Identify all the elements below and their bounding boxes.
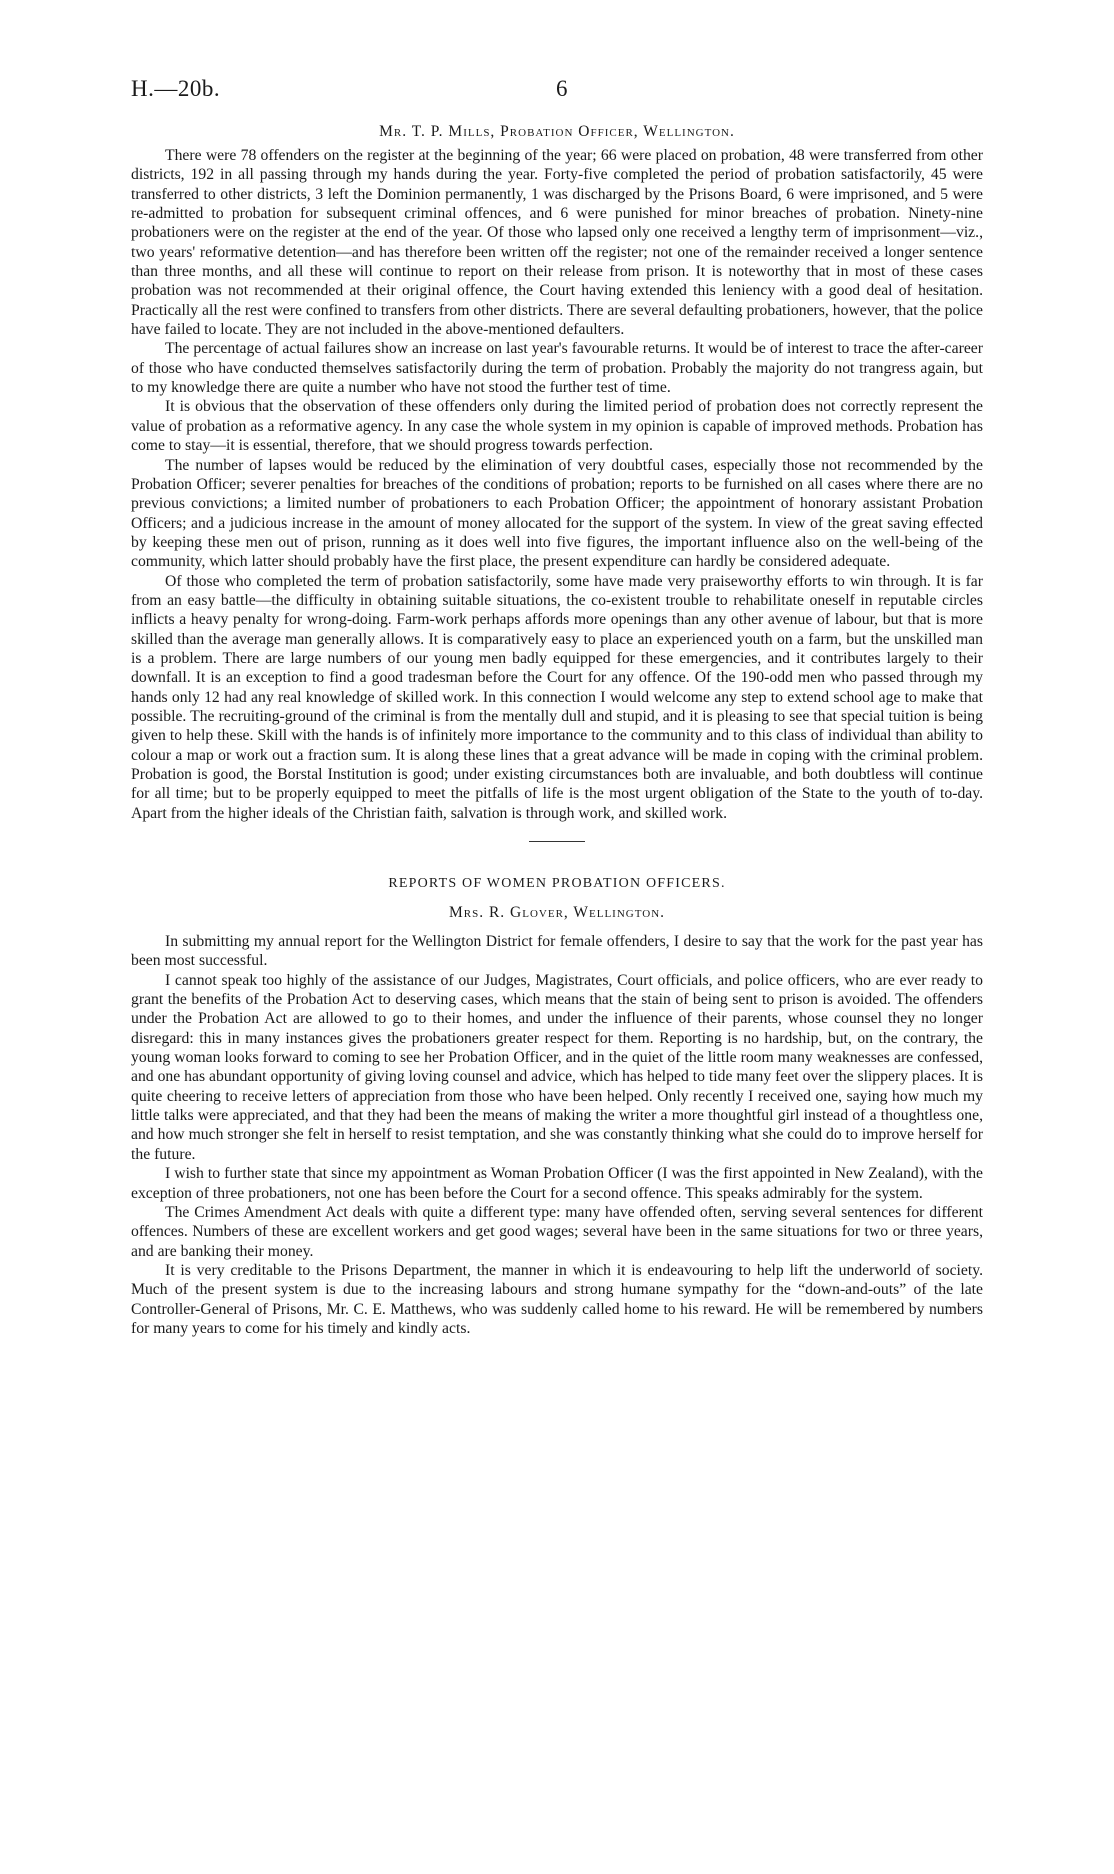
paragraph: There were 78 offenders on the register at the beginning of the year; 66 were placed on probation, 48 were transferred from other districts, 192 in all passing through my hands during the year. Forty-five completed the period of probation satisfactorily, 45 were transferred to other districts, 3 left the Dominion permanently, 1 was discharged by the Prisons Board, 6 were imprisoned, and 5 were re-admitted to probation for subsequent criminal offences, and 6 were punished for minor breaches of probation. Ninety-nine probationers were on the register at the end of the year. Of those who lapsed only one received a lengthy term of imprisonment—viz., two years' reformative detention—and has therefore been written off the register; not one of the remainder received a longer sentence than three months, and all these will continue to report on their release from prison. It is noteworthy that in most of these cases probation was not recommended at their original offence, the Court having extended this leniency with a good deal of hesitation. Practically all the rest were confined to transfers from other districts. There are several defaulting probationers, however, that the police have failed to locate. They are not included in the above-mentioned defaulters.: [131, 147, 983, 339]
paragraph: The number of lapses would be reduced by the elimination of very doubtful cases, especially those not recommended by the Probation Officer; severer penalties for breaches of the conditions of probation; reports to be furnished on all cases where there are no previous convictions; a limited number of probationers to each Probation Officer; the appointment of honorary assistant Probation Officers; and a judicious increase in the amount of money allocated for the support of the system. In view of the great saving effected by keeping these men out of prison, running as it does well into five figures, the important influence also on the well-being of the community, which latter should probably have the first place, the present expenditure can hardly be considered adequate.: [131, 456, 983, 571]
section-divider: [529, 841, 585, 842]
page-header: [131, 76, 983, 106]
document-body: [131, 123, 983, 1338]
paragraph: It is obvious that the observation of these offenders only during the limited period of probation does not correctly represent the value of probation as a reformative agency. In any case the whole system in my opinion is capable of improved methods. Probation has come to stay—it is essential, therefore, that we should progress towards perfection.: [131, 398, 983, 455]
section-heading-women-officers: REPORTS OF WOMEN PROBATION OFFICERS.: [388, 876, 726, 892]
section-title-mills: Mr. T. P. Mills, Probation Officer, Wellington.: [379, 123, 735, 140]
document-reference: H.—20b.: [131, 76, 221, 101]
paragraph: I cannot speak too highly of the assistance of our Judges, Magistrates, Court officials, and police officers, who are ever ready to grant the benefits of the Probation Act to deserving cases, which means that the stain of being sent to prison is avoided. The offenders under the Probation Act are allowed to go to their homes, and under the influence of their parents, whose counsel they no longer disregard: this in many instances gives the probationers greater respect for them. Reporting is no hardship, but, on the contrary, the young woman looks forward to coming to see her Probation Officer, and in the quiet of the little room many weaknesses are confessed, and one has abundant opportunity of giving loving counsel and advice, which has helped to tide many feet over the slippery places. It is quite cheering to receive letters of appreciation from those who have been helped. Only recently I received one, saying how much my little talks were appreciated, and that they had been the means of making the writer a more thoughtful girl instead of a thoughtless one, and how much stronger she felt in herself to resist temptation, and she was constantly thinking what she could do to improve herself for the future.: [131, 971, 983, 1163]
paragraph: It is very creditable to the Prisons Department, the manner in which it is endeavouring to help lift the underworld of society. Much of the present system is due to the increasing labours and strong humane sympathy for the “down-and-outs” of the late Controller-General of Prisons, Mr. C. E. Matthews, who was suddenly called home to his reward. He will be remembered by numbers for many years to come for his timely and kindly acts.: [131, 1261, 983, 1337]
page-number: 6: [556, 76, 568, 101]
paragraph: In submitting my annual report for the Wellington District for female offenders, I desire to say that the work for the past year has been most successful.: [131, 933, 983, 970]
paragraph: The Crimes Amendment Act deals with quite a different type: many have offended often, serving several sentences for different offences. Numbers of these are excellent workers and get good wages; several have been in the same situations for two or three years, and are banking their money.: [131, 1203, 983, 1260]
section-title-glover: Mrs. R. Glover, Wellington.: [448, 904, 666, 922]
paragraph: The percentage of actual failures show an increase on last year's favourable returns. It would be of interest to trace the after-career of those who have conducted themselves satisfactorily during the term of probation. Probably the majority do not trangress again, but to my knowledge there are quite a number who have not stood the further test of time.: [131, 340, 983, 397]
paragraph: Of those who completed the term of probation satisfactorily, some have made very praiseworthy efforts to win through. It is far from an easy battle—the difficulty in obtaining suitable situations, the co-existent trouble to rehabilitate oneself in reputable circles inflicts a heavy penalty for wrong-doing. Farm-work perhaps affords more openings than any other avenue of labour, but that is more skilled than the average man generally allows. It is comparatively easy to place an experienced youth on a farm, but the unskilled man is a problem. There are large numbers of our young men badly equipped for these emergencies, and it contributes largely to their downfall. It is an exception to find a good tradesman before the Court for any offence. Of the 190-odd men who passed through my hands only 12 had any real knowledge of skilled work. In this connection I would welcome any step to extend school age to make that possible. The recruiting-ground of the criminal is from the mentally dull and stupid, and it is pleasing to see that special tuition is being given to help these. Skill with the hands is of infinitely more importance to the community and to this class of individual than ability to colour a map or work out a fraction sum. It is along these lines that a great advance will be made in coping with the criminal problem. Probation is good, the Borstal Institution is good; under existing circumstances both are invaluable, and both doubtless will continue for all time; but to be properly equipped to meet the pitfalls of life is the most urgent obligation of the State to the youth of to-day. Apart from the higher ideals of the Christian faith, salvation is through work, and skilled work.: [131, 572, 983, 822]
paragraph: I wish to further state that since my appointment as Woman Probation Officer (I was the first appointed in New Zealand), with the exception of three probationers, not one has been before the Court for a second offence. This speaks admirably for the system.: [131, 1165, 983, 1202]
